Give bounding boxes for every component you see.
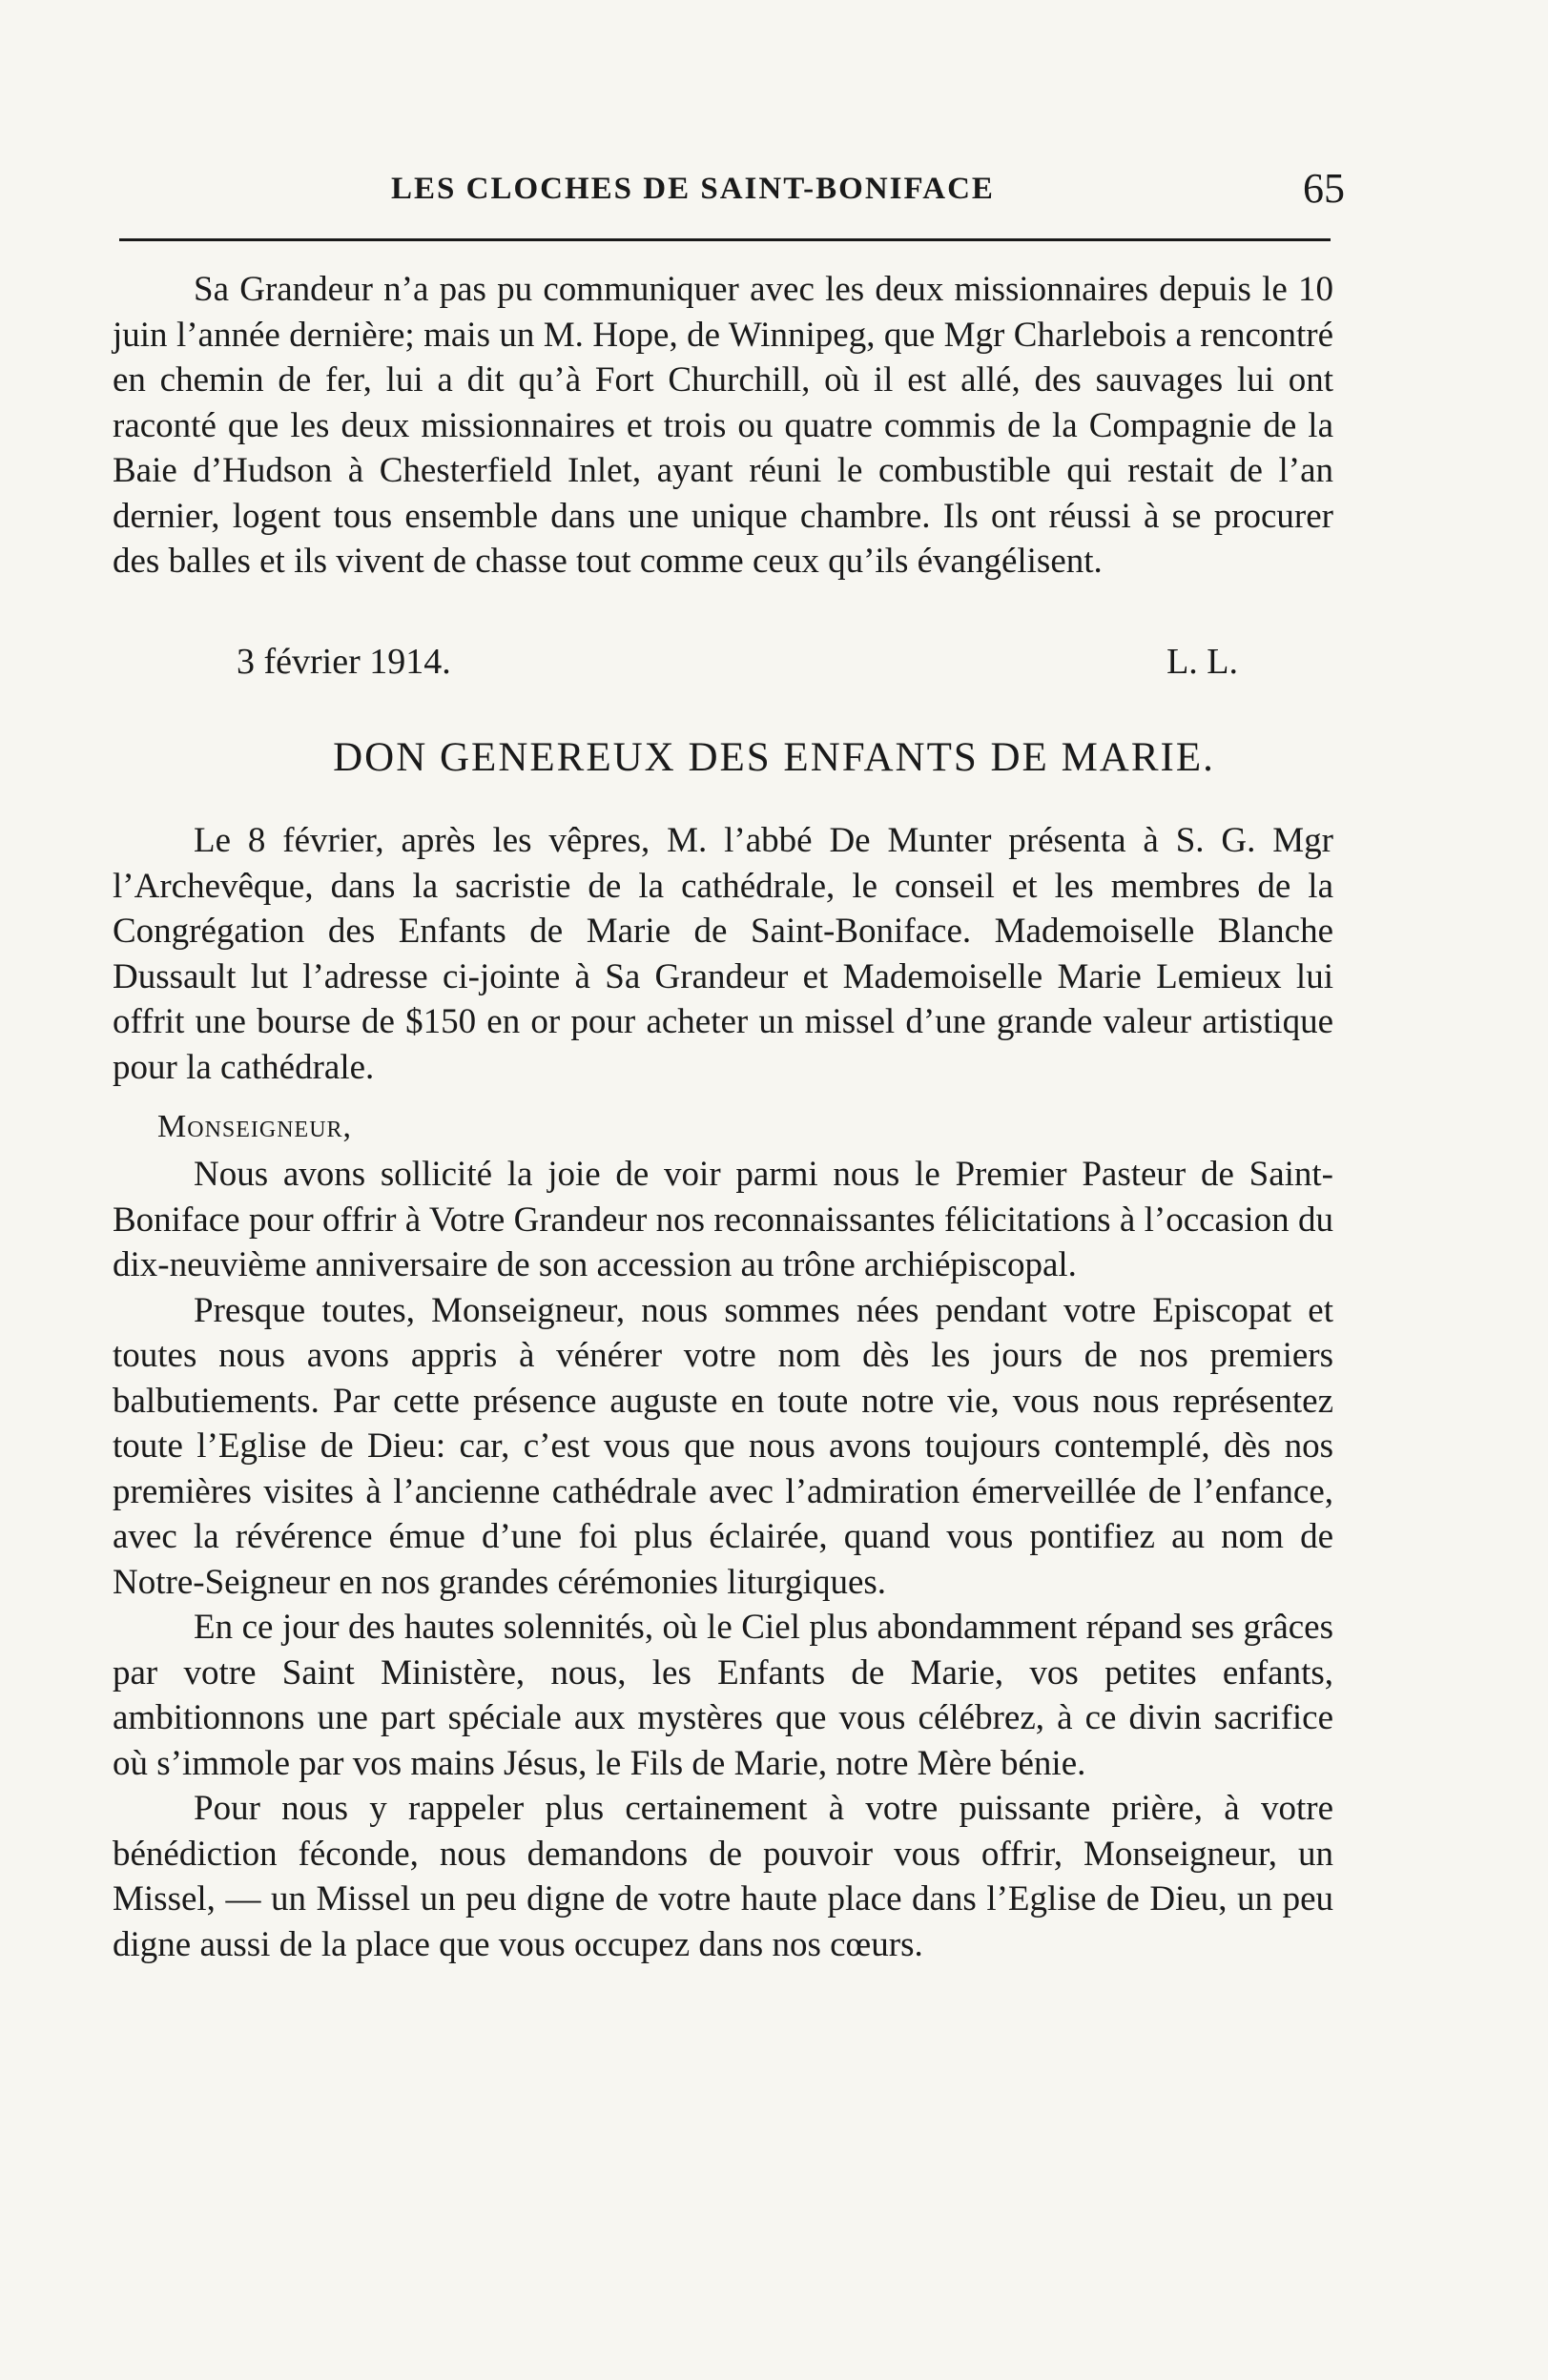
salutation: Monseigneur, (157, 1109, 353, 1144)
address-paragraph-3: En ce jour des hautes solennités, où le Ciel plus abondamment répand ses grâces par votre Saint Ministère, nous, les Enfants de Marie, vos petites enfants, ambitionnons une part spéciale aux mystères que vous célébrez, à ce divin sacrifice où s’immole par vos mains Jésus, le Fils de Marie, notre Mère bénie. (113, 1608, 1333, 1783)
date: 3 février 1914. (237, 642, 451, 682)
section-title: DON GENEREUX DES ENFANTS DE MARIE. (333, 735, 1215, 780)
section-intro-paragraph: Le 8 février, après les vêpres, M. l’abbé De Munter présenta à S. G. Mgr l’Archevêque, dans la sacristie de la cathédrale, le conseil et les membres de la Congrégation des Enfants de Marie de Saint-Boniface. Mademoiselle Blanche Dussault lut l’adresse ci-jointe à Sa Grandeur et Mademoiselle Marie Lemieux lui offrit une bourse de $150 en or pour acheter un missel d’une grande valeur artistique pour la cathédrale. (113, 821, 1333, 1087)
address-paragraph-1: Nous avons sollicité la joie de voir parmi nous le Premier Pasteur de Saint-Boniface pour offrir à Votre Grandeur nos reconnaissantes félicitations à l’occasion du dix-neuvième anniversaire de son accession au trône archiépiscopal. (113, 1155, 1333, 1284)
running-head (114, 165, 1345, 229)
running-title: LES CLOCHES DE SAINT-BONIFACE (391, 172, 995, 206)
intro-paragraph: Sa Grandeur n’a pas pu communiquer avec les deux missionnaires depuis le 10 juin l’année dernière; mais un M. Hope, de Winnipeg, que Mgr Charlebois a rencontré en chemin de fer, lui a dit qu’à Fort Churchill, où il est allé, des sauvages lui ont raconté que les deux missionnaires et trois ou quatre commis de la Compagnie de la Baie d’Hudson à Chesterfield Inlet, ayant réuni le combustible qui restait de l’an dernier, logent tous ensemble dans une unique chambre. Ils ont réussi à se procurer des balles et ils vivent de chasse tout comme ceux qu’ils évangélisent. (113, 270, 1333, 581)
address-paragraph-2: Presque toutes, Monseigneur, nous sommes nées pendant votre Episcopat et toutes nous avons appris à vénérer votre nom dès les jours de nos premiers balbutiements. Par cette présence auguste en toute notre vie, vous nous représentez toute l’Eglise de Dieu: car, c’est vous que nous avons toujours contemplé, dès nos premières visites à l’ancienne cathédrale avec l’admiration émerveillée de l’enfance, avec la révérence émue d’une foi plus éclairée, quand vous pontifiez au nom de Notre-Seigneur en nos grandes cérémonies liturgiques. (113, 1290, 1333, 1602)
section-intro-block (113, 818, 1333, 1090)
dateline (237, 641, 1238, 683)
intro-paragraph-block (113, 267, 1333, 585)
signature: L. L. (1166, 642, 1238, 682)
address-block (113, 1152, 1333, 1967)
page-number: 65 (1303, 165, 1345, 212)
address-paragraph-4: Pour nous y rappeler plus certainement à votre puissante prière, à votre bénédiction féconde, nous demandons de pouvoir vous offrir, Monseigneur, un Missel, — un Missel un peu digne de votre haute place dans l’Eglise de Dieu, un peu digne aussi de la place que vous occupez dans nos cœurs. (113, 1789, 1333, 1964)
header-rule (119, 238, 1331, 241)
